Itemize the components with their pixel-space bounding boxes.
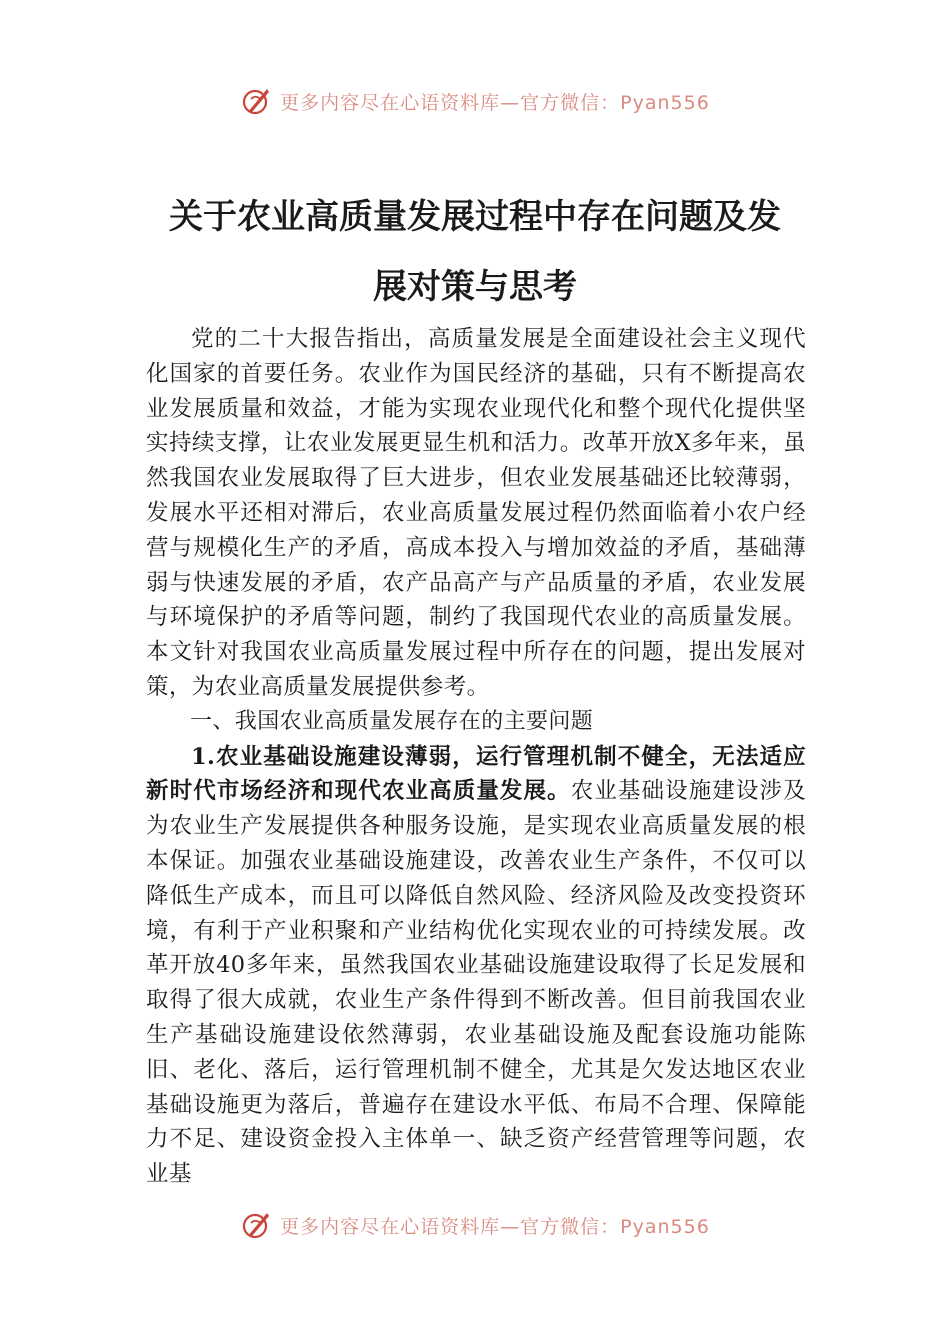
- issue-1-text: 农业基础设施建设涉及为农业生产发展提供各种服务设施，是实现农业高质量发展的根本保证。加强农业基础设施建设，改善农业生产条件，不仅可以降低生产成本，而且可以降低自然风险、经济风险及改变投资环境，有利于产业积聚和产业结构优化实现农业的可持续发展。改革开放40多年来，虽然我国农业基础设施建设取得了长足发展和取得了很大成就，农业生产条件得到不断改善。但目前我国农业生产基础设施建设依然薄弱，农业基础设施及配套设施功能陈旧、老化、落后，运行管理机制不健全，尤其是欠发达地区农业基础设施更为落后，普遍存在建设水平低、布局不合理、保障能力不足、建设资金投入主体单一、缺乏资产经营管理等问题，农业基: [146, 778, 806, 1188]
- intro-paragraph: 党的二十大报告指出，高质量发展是全面建设社会主义现代化国家的首要任务。农业作为国民经济的基础，只有不断提高农业发展质量和效益，才能为实现农业现代化和整个现代化提供坚实持续支撑，让农业发展更显生机和活力。改革开放X多年来，虽然我国农业发展取得了巨大进步，但农业发展基础还比较薄弱，发展水平还相对滞后，农业高质量发展过程仍然面临着小农户经营与规模化生产的矛盾，高成本投入与增加效益的矛盾，基础薄弱与快速发展的矛盾，农产品高产与产品质量的矛盾，农业发展与环境保护的矛盾等问题，制约了我国现代农业的高质量发展。本文针对我国农业高质量发展过程中所存在的问题，提出发展对策，为农业高质量发展提供参考。: [146, 326, 806, 700]
- issue-paragraph-1: [146, 740, 806, 1192]
- document-title: [0, 182, 950, 322]
- title-line-1: 关于农业高质量发展过程中存在问题及发: [169, 197, 781, 237]
- watermark-text: 更多内容尽在心语资料库—官方微信：Pyan556: [280, 1215, 710, 1238]
- document-body: [146, 322, 806, 1192]
- watermark-text: 更多内容尽在心语资料库—官方微信：Pyan556: [280, 91, 710, 114]
- title-line-2: 展对策与思考: [373, 267, 577, 307]
- quill-pen-circle-icon: [240, 1208, 274, 1242]
- section-heading-1: 一、我国农业高质量发展存在的主要问题: [190, 708, 594, 734]
- issue-1-bold-lead: 1.农业基础设施建设薄弱，运行管理机制不健全，无法适应新时代市场经济和现代农业高质量发展。: [146, 743, 806, 805]
- quill-pen-circle-icon: [240, 84, 274, 118]
- watermark-footer: [0, 1208, 950, 1242]
- watermark-header: [0, 84, 950, 118]
